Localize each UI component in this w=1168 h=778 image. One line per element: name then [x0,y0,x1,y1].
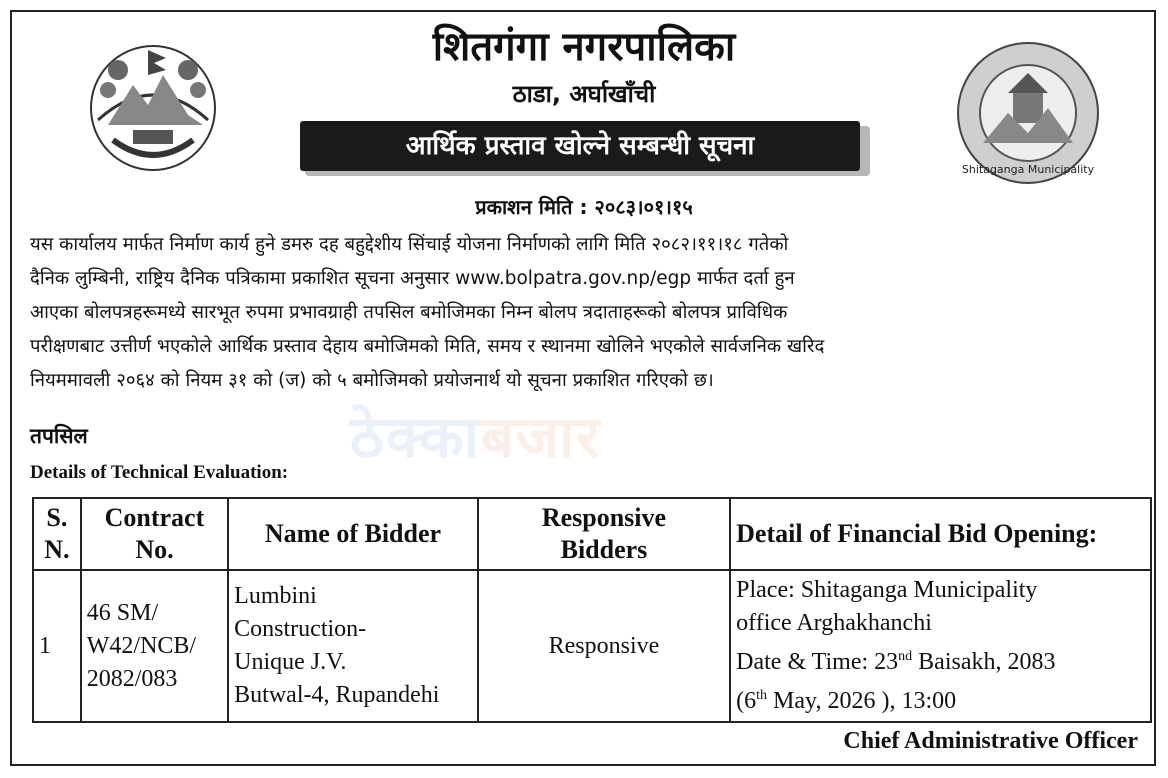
contract-line: W42/NCB/ [86,632,197,659]
bid-table [32,497,1152,723]
header-contract-line2: No. [135,535,174,564]
header-responsive-line2: Bidders [560,535,648,564]
date-prefix: Date & Time: 23 [736,649,899,675]
bidder-line: Construction- [234,616,367,642]
tapsil-heading: तपसिल [30,424,88,448]
details-heading: Details of Technical Evaluation: [30,462,289,483]
body-line: यस कार्यालय मार्फत निर्माण कार्य हुने डमरु दह बहुद्देशीय सिंचाई योजना निर्माणको लागि मिति २०८२।११।१८ गतेको [30,234,789,255]
cell-bidder [228,570,478,722]
header-sn [33,498,81,570]
municipality-address: ठाडा, अर्घाखाँची [512,80,656,108]
date-sup: nd [898,649,913,664]
cell-financial [730,570,1151,722]
header-responsive [478,498,730,570]
body-line: दैनिक लुम्बिनी, राष्ट्रिय दैनिक पत्रिकामा प्रकाशित सूचना अनुसार www.bolpatra.gov.np/egp मार्फत दर्ता हुन [30,268,795,289]
notice-banner: आर्थिक प्रस्ताव खोल्ने सम्बन्धी सूचना [300,121,860,171]
watermark-part2: बजार [480,403,602,471]
body-line: आएका बोलपत्रहरूमध्ये सारभूत रुपमा प्रभावग्राही तपसिल बमोजिमका निम्न बोलप त्रदाताहरूको बोलपत्र प्राविधिक [30,302,788,323]
place-line2: office Arghakhanchi [736,610,932,636]
notice-body [30,228,1140,398]
seal-text: Shitaganga Municipality [961,163,1095,176]
header-sn-line2: N. [44,535,70,564]
municipality-title: शितगंगा नगरपालिका [432,24,736,70]
body-line: परीक्षणबाट उत्तीर्ण भएकोले आर्थिक प्रस्ताव देहाय बमोजिमको मिति, समय र स्थानमा खोलिने भएकोले सार्वजनिक खरिद [30,336,825,357]
contract-line: 46 SM/ [86,599,159,626]
header-bidder: Name of Bidder [228,498,478,570]
table-row [33,570,1151,722]
watermark [350,395,602,474]
date2-prefix: (6 [736,688,757,714]
header-financial: Detail of Financial Bid Opening: [730,498,1151,570]
header-responsive-line1: Responsive [541,503,667,532]
watermark-part1: ठेक्का [350,403,481,471]
bidder-line: Lumbini [234,583,317,609]
bidder-line: Unique J.V. [234,649,347,675]
header-sn-line1: S. [46,503,68,532]
cell-contract [81,570,228,722]
cell-sn: 1 [33,570,81,722]
cell-responsive: Responsive [478,570,730,722]
header-contract-line1: Contract [104,503,205,532]
place-line1: Place: Shitaganga Municipality [736,577,1038,603]
date-suffix: Baisakh, 2083 [912,649,1056,675]
date2-suffix: May, 2026 ), 13:00 [767,688,957,714]
header-contract [81,498,228,570]
signatory: Chief Administrative Officer [843,728,1138,754]
table-header-row [33,498,1151,570]
bidder-line: Butwal-4, Rupandehi [234,682,440,708]
publication-date: प्रकाशन मिति : २०८३।०१।१५ [475,195,693,219]
date2-sup: th [756,688,768,703]
contract-line: 2082/083 [86,665,178,692]
body-line: नियममावली २०६४ को नियम ३१ को (ज) को ५ बमोजिमको प्रयोजनार्थ यो सूचना प्रकाशित गरिएको छ। [30,370,714,391]
